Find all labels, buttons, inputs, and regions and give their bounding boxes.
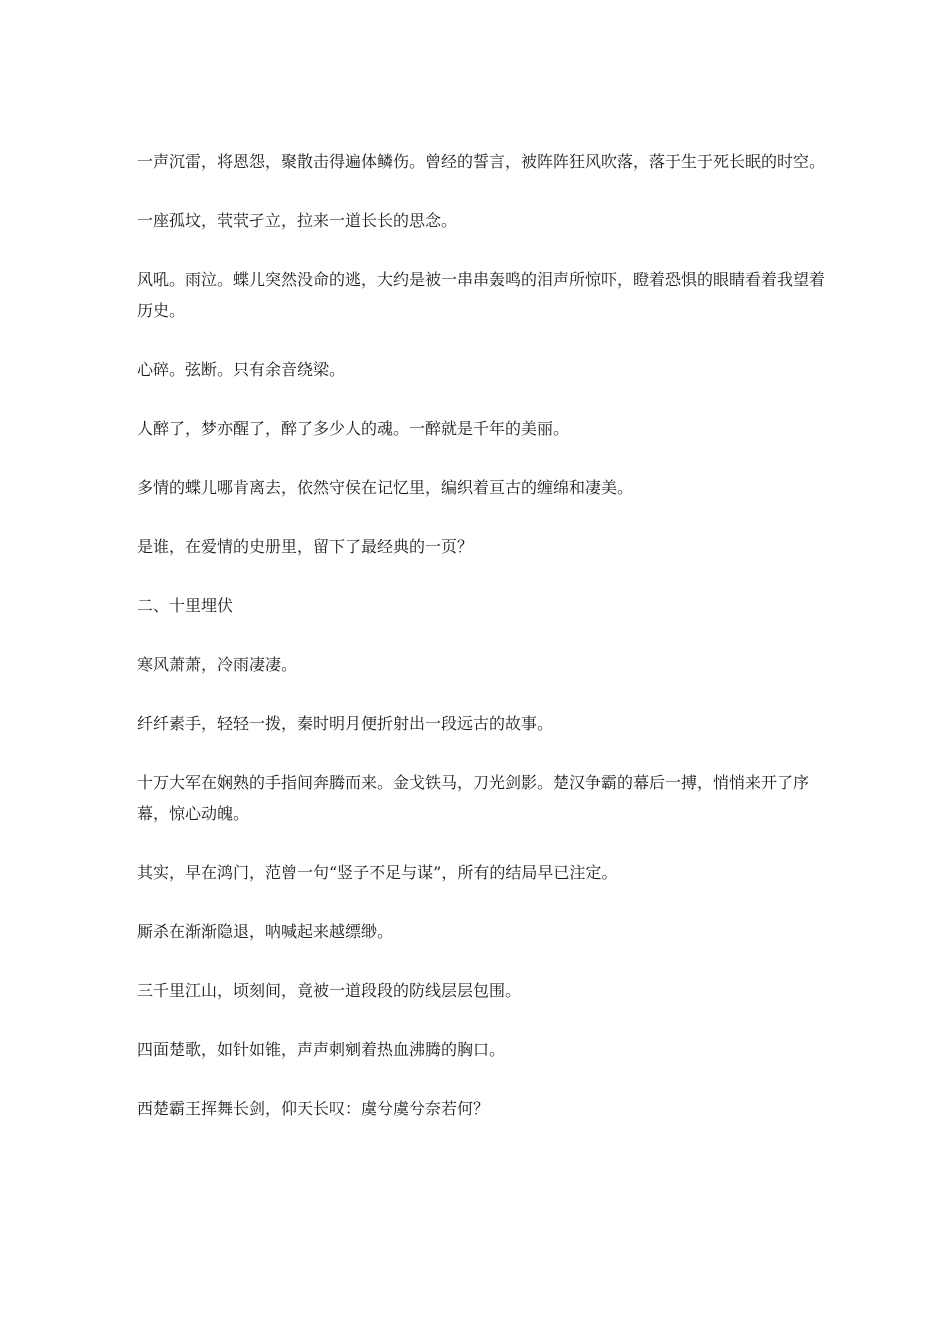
paragraph-3: 风吼。雨泣。蝶儿突然没命的逃，大约是被一串串轰鸣的泪声所惊吓，瞪着恐惧的眼睛看着我望着历史。 (137, 270, 826, 320)
paragraph-6: 多情的蝶儿哪肯离去，依然守侯在记忆里，编织着亘古的缠绵和凄美。 (137, 478, 634, 497)
paragraph-7: 是谁，在爱情的史册里，留下了最经典的一页？ (137, 537, 474, 556)
paragraph-13: 厮杀在渐渐隐退，呐喊起来越缥缈。 (137, 922, 394, 941)
paragraph-11: 十万大军在娴熟的手指间奔腾而来。金戈铁马，刀光剑影。楚汉争霸的幕后一搏，悄悄来开了序幕，惊心动魄。 (137, 773, 810, 823)
paragraph-15: 四面楚歌，如针如锥，声声刺剜着热血沸腾的胸口。 (137, 1040, 506, 1059)
paragraph-1: 一声沉雷，将恩怨，聚散击得遍体鳞伤。曾经的誓言，被阵阵狂风吹落，落于生于死长眠的时空。 (137, 152, 826, 171)
section-heading: 二、十里埋伏 (137, 596, 234, 615)
paragraph-5: 人醉了，梦亦醒了，醉了多少人的魂。一醉就是千年的美丽。 (137, 419, 570, 438)
paragraph-16: 西楚霸王挥舞长剑，仰天长叹：虞兮虞兮奈若何？ (137, 1099, 490, 1118)
paragraph-14: 三千里江山，顷刻间，竟被一道段段的防线层层包围。 (137, 981, 522, 1000)
paragraph-2: 一座孤坟，茕茕孑立，拉来一道长长的思念。 (137, 211, 458, 230)
paragraph-9: 寒风萧萧，冷雨凄凄。 (137, 655, 298, 674)
paragraph-4: 心碎。弦断。只有余音绕梁。 (137, 360, 346, 379)
paragraph-10: 纤纤素手，轻轻一拨，秦时明月便折射出一段远古的故事。 (137, 714, 554, 733)
document-body (137, 146, 827, 1152)
paragraph-12: 其实，早在鸿门，范曾一句“竖子不足与谋”，所有的结局早已注定。 (137, 863, 618, 882)
